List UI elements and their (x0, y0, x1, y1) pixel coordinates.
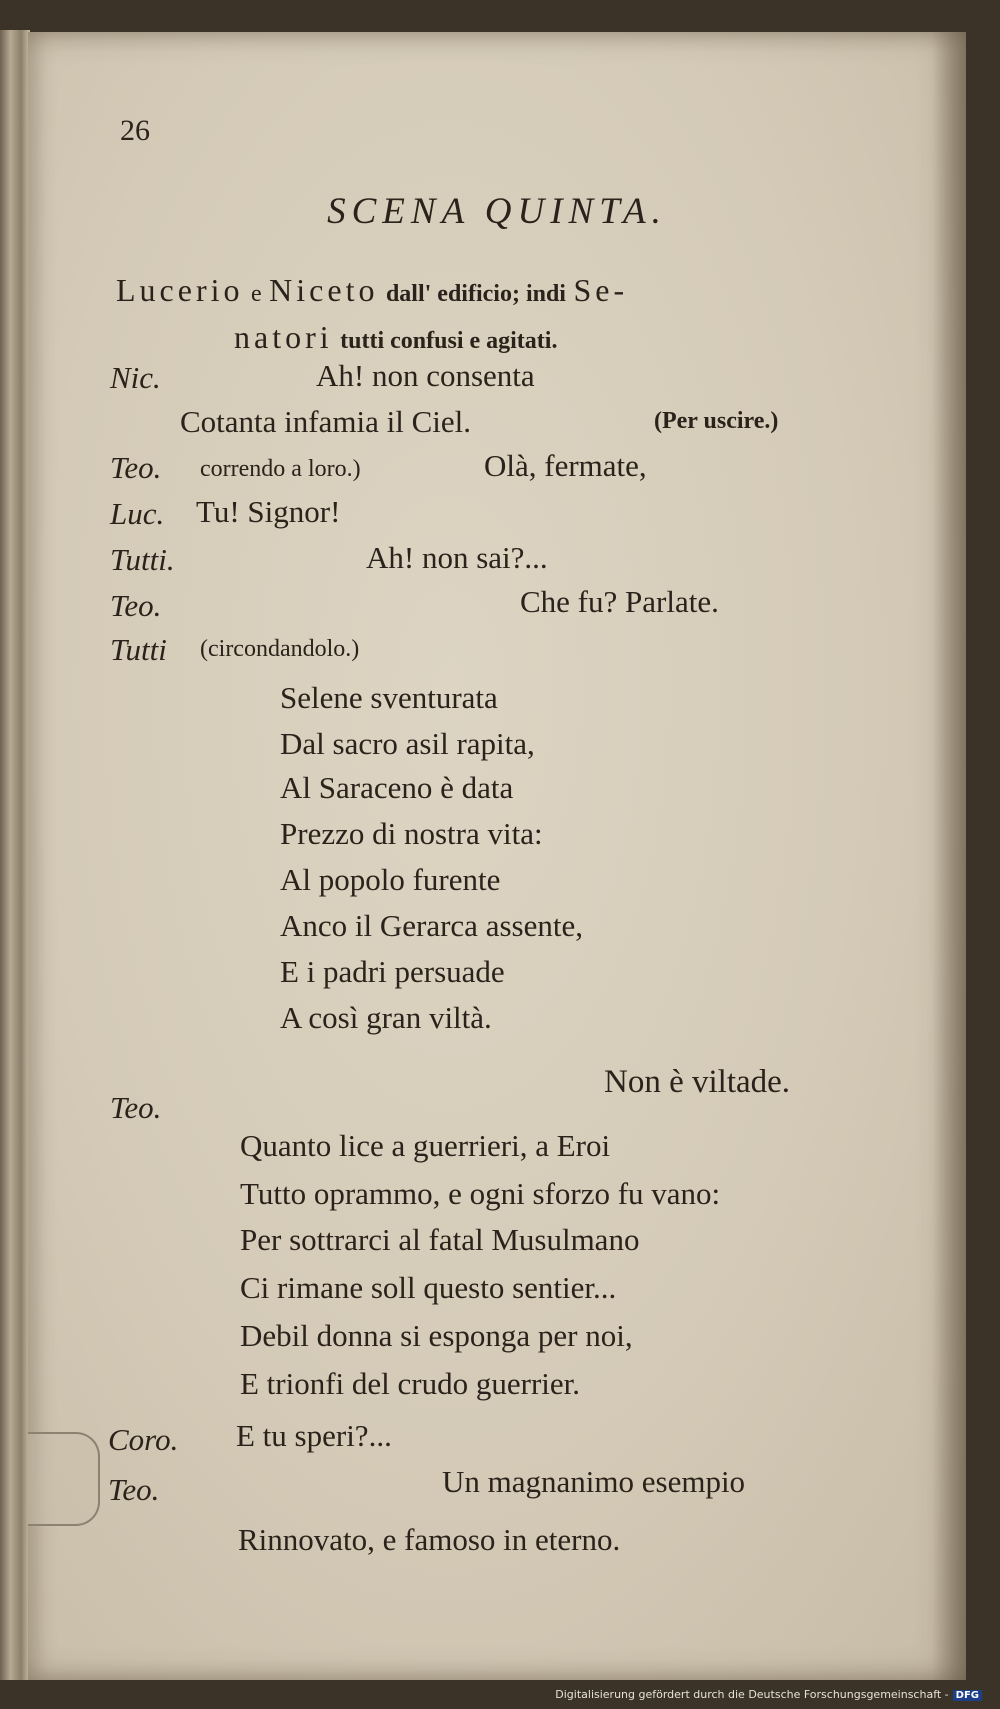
senators-part-b: natori (234, 319, 333, 355)
verse-line: Dal sacro asil rapita, (280, 726, 535, 761)
speaker-label: Teo. (110, 1090, 162, 1125)
speaker-label: Teo. (108, 1472, 160, 1507)
speaker-label: Teo. (110, 588, 162, 623)
verse-line: Tu! Signor! (196, 494, 341, 529)
verse-line: Anco il Gerarca assente, (280, 908, 583, 943)
verse-line: Al Saraceno è data (280, 770, 514, 805)
verse-line: Olà, fermate, (484, 448, 647, 483)
speaker-label: Tutti. (110, 542, 175, 577)
digitization-credit (0, 1688, 982, 1701)
verse-line: Rinnovato, e famoso in eterno. (238, 1522, 621, 1557)
speaker-label: Coro. (108, 1422, 179, 1457)
stage-direction-line-1 (116, 272, 628, 309)
page-edge-shadow (932, 32, 966, 1680)
verse-line: Al popolo furente (280, 862, 501, 897)
verse-line: Ah! non consenta (316, 358, 535, 393)
verse-line: Ci rimane soll questo sentier... (240, 1270, 617, 1305)
verse-line: Selene sventurata (280, 680, 498, 715)
character-name-niceto: Niceto (269, 272, 379, 308)
conjunction: e (251, 281, 262, 307)
page-tab-mark (28, 1432, 100, 1526)
book-page (28, 32, 966, 1680)
dfg-logo: DFG (953, 1690, 982, 1701)
verse-line: E trionfi del crudo guerrier. (240, 1366, 581, 1401)
verse-line: Tutto oprammo, e ogni sforzo fu vano: (240, 1176, 721, 1211)
stage-direction-line-2 (234, 319, 557, 356)
verse-line: Per sottrarci al fatal Musulmano (240, 1222, 640, 1257)
stage-aside: (circondandolo.) (200, 636, 360, 662)
scene-title: SCENA QUINTA. (327, 191, 667, 232)
book-binding (0, 30, 30, 1680)
speaker-label: Tutti (110, 632, 167, 667)
verse-line: Ah! non sai?... (366, 540, 548, 575)
verse-line: A così gran viltà. (280, 1000, 492, 1035)
verse-line: Prezzo di nostra vita: (280, 816, 543, 851)
verse-line: Non è viltade. (604, 1064, 791, 1100)
verse-line: Che fu? Parlate. (520, 584, 719, 619)
verse-line: Cotanta infamia il Ciel. (180, 404, 471, 439)
verse-line: E i padri persuade (280, 954, 505, 989)
verse-line: Quanto lice a guerrieri, a Eroi (240, 1128, 611, 1163)
credit-text: Digitalisierung gefördert durch die Deutsche Forschungsgemeinschaft - (555, 1688, 949, 1701)
character-name-lucerio: Lucerio (116, 272, 244, 308)
verse-line: Debil donna si esponga per noi, (240, 1318, 633, 1353)
stage-aside: (Per uscire.) (654, 408, 779, 434)
stage-aside: correndo a loro.) (200, 456, 361, 482)
verse-line: Un magnanimo esempio (442, 1464, 746, 1499)
speaker-label: Nic. (110, 360, 161, 395)
verse-line: E tu speri?... (236, 1418, 392, 1453)
stage-direction-text-1: dall' edificio; indi (385, 281, 566, 307)
senators-part-a: Se- (573, 272, 629, 308)
stage-direction-text-2: tutti confusi e agitati. (340, 328, 558, 354)
speaker-label: Luc. (110, 496, 165, 531)
page-number: 26 (120, 114, 150, 147)
speaker-label: Teo. (110, 450, 162, 485)
